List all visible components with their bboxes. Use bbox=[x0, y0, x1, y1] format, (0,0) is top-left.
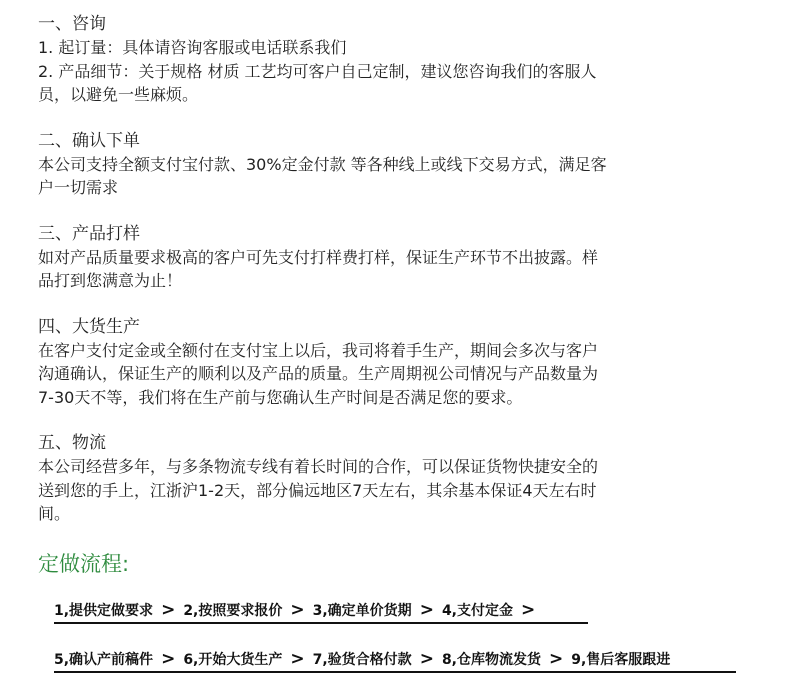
section-line: 品打到您满意为止！ bbox=[38, 271, 183, 290]
flow-step: 1,提供定做要求 bbox=[54, 603, 154, 619]
arrow-right-icon: > bbox=[549, 649, 564, 669]
flow-step: 2,按照要求报价 bbox=[183, 603, 283, 619]
section-line: 本公司支持全额支付宝付款、30%定金付款 等各种线上或线下交易方式，满足客 bbox=[38, 154, 607, 174]
section-order bbox=[38, 129, 768, 200]
section-line: 7-30天不等，我们将在生产前与您确认生产时间是否满足您的要求。 bbox=[38, 387, 523, 407]
arrow-right-icon: > bbox=[290, 600, 305, 620]
flow-title: 定做流程: bbox=[38, 552, 130, 576]
info-content bbox=[38, 12, 768, 548]
section-line: 沟通确认，保证生产的顺利以及产品的质量。生产周期视公司情况与产品数量为 bbox=[38, 364, 599, 383]
arrow-right-icon: > bbox=[161, 600, 176, 620]
arrow-right-icon: > bbox=[419, 649, 434, 669]
section-title: 二、确认下单 bbox=[38, 130, 140, 151]
section-sample bbox=[38, 222, 768, 293]
flow-row-2 bbox=[54, 643, 736, 673]
flow-step: 5,确认产前稿件 bbox=[54, 652, 154, 668]
section-line: 1. 起订量：具体请咨询客服或电话联系我们 bbox=[38, 38, 347, 57]
section-line: 在客户支付定金或全额付在支付宝上以后，我司将着手生产，期间会多次与客户 bbox=[38, 340, 599, 360]
section-line: 户一切需求 bbox=[38, 178, 119, 197]
section-production bbox=[38, 315, 768, 410]
section-logistics bbox=[38, 431, 768, 526]
section-line: 2. 产品细节：关于规格 材质 工艺均可客户自己定制，建议您咨询我们的客服人 bbox=[38, 61, 597, 81]
flow-step: 8,仓库物流发货 bbox=[441, 652, 541, 668]
flow-row-1 bbox=[54, 594, 588, 624]
section-title: 四、大货生产 bbox=[38, 316, 140, 337]
section-line: 间。 bbox=[38, 504, 71, 523]
flow-step: 9,售后客服跟进 bbox=[571, 652, 671, 668]
arrow-right-icon: > bbox=[419, 600, 434, 620]
section-line: 送到您的手上，江浙沪1-2天，部分偏远地区7天左右，其余基本保证4天左右时 bbox=[38, 480, 597, 500]
section-title: 三、产品打样 bbox=[38, 223, 140, 244]
arrow-right-icon: > bbox=[161, 649, 176, 669]
flow-step: 6,开始大货生产 bbox=[183, 652, 283, 668]
flow-step: 4,支付定金 bbox=[441, 603, 513, 619]
section-line: 如对产品质量要求极高的客户可先支付打样费打样，保证生产环节不出披露。样 bbox=[38, 247, 599, 267]
section-title: 五、物流 bbox=[38, 433, 106, 453]
section-consult bbox=[38, 12, 768, 107]
section-line: 员，以避免一些麻烦。 bbox=[38, 85, 199, 104]
flow-step: 3,确定单价货期 bbox=[312, 603, 412, 619]
section-title: 一、咨询 bbox=[38, 14, 106, 34]
section-line: 本公司经营多年，与多条物流专线有着长时间的合作，可以保证货物快捷安全的 bbox=[38, 457, 599, 476]
arrow-right-icon: > bbox=[290, 649, 305, 669]
flow-step: 7,验货合格付款 bbox=[312, 652, 412, 668]
arrow-right-icon: > bbox=[521, 600, 536, 620]
